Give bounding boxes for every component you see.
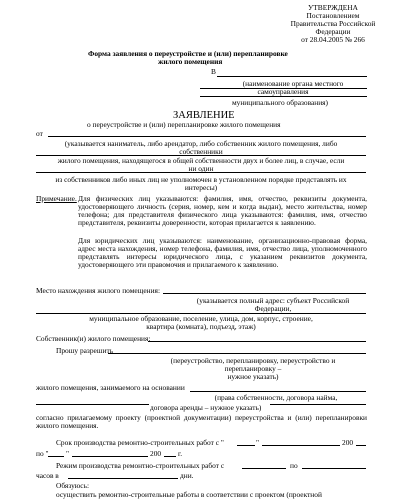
ask-line [108, 353, 366, 354]
to-label: В [211, 67, 216, 76]
term-year-line [356, 445, 366, 446]
work-hint: (переустройство, перепланировку, переустройство и [170, 356, 336, 365]
from-label: от [36, 129, 43, 138]
term-month-line [72, 456, 148, 457]
right-hint: (права собственности, договора найма, [214, 393, 338, 402]
note-label: Примечание. [36, 194, 77, 203]
work-hint: нужное указать) [227, 372, 279, 381]
occupied-line [190, 391, 366, 392]
mode-label: Режим производства ремонтно-строительных работ с [56, 461, 225, 470]
term-label: Срок производства ремонтно-строительных работ с " [56, 438, 224, 447]
applicant-hint: интересы) [184, 183, 218, 192]
location-line [163, 293, 366, 294]
statement-heading: ЗАЯВЛЕНИЕ [173, 110, 235, 121]
term-year-suffix: г. [178, 449, 183, 458]
address-hint: муниципальное образование, поселение, улица, дом, корпус, строение, [89, 314, 313, 323]
ask-label: Прошу разрешить [56, 346, 114, 355]
approval-block [268, 4, 398, 44]
term-year: 200 [150, 449, 162, 458]
approval-line: Правительства Российской [290, 19, 376, 28]
applicant-line [36, 172, 366, 173]
occupied-label: жилого помещения, занимаемого на основании [36, 383, 185, 392]
note-paragraph: Для юридических лиц указываются: наименование, организационно-правовая форма, адрес места нахождения, номер телефона, фамилия, имя, отчество лица, уполномоченного представлять интересы юридического лица, с указанием реквизитов документа, удостоверяющего эти правомочия и прилагаемого к заявлению. [78, 236, 367, 269]
term-year-line [164, 456, 176, 457]
term-po: по " [36, 449, 49, 458]
address-hint: Федерации, [254, 304, 292, 313]
mode-to-line [302, 468, 366, 469]
approval-title: УТВЕРЖДЕНА [308, 3, 358, 12]
organ-line [217, 76, 367, 77]
applicant-hint: ни один [188, 164, 214, 173]
owners-line [148, 341, 366, 342]
address-hint: квартира (комната), подъезд, этаж) [146, 322, 256, 331]
mode-po: по [290, 461, 298, 470]
term-month-line [262, 445, 340, 446]
applicant-line [48, 136, 366, 137]
organ-hint: (наименование органа местного [242, 79, 344, 88]
applicant-hint: жилого помещения, находящегося в общей собственности двух и более лиц, в случае, если [57, 156, 345, 165]
mode-from-line [242, 468, 286, 469]
term-quote: " [256, 438, 260, 447]
term-quote: " [66, 449, 70, 458]
organ-line [200, 96, 367, 97]
term-day-line [237, 445, 255, 446]
occupied-line [36, 404, 149, 405]
approval-line: от 28.04.2005 № 266 [301, 35, 365, 44]
days-line [68, 478, 178, 479]
approval-line: Федерации [315, 27, 351, 36]
location-label: Место нахождения жилого помещения: [36, 286, 160, 295]
note-paragraph: Для физических лиц указываются: фамилия, имя, отчество, реквизиты документа, удостоверяющего личность (серия, номер, кем и когда выдан), место жительства, номер телефона; для представителя физического лица указываются: фамилия, имя, отчество представителя, реквизиты доверенности, которая прилагается к заявлению. [78, 194, 367, 227]
organ-hint: самоуправления [257, 87, 309, 96]
applicant-hint: собственники [179, 147, 223, 156]
address-hint: (указывается полный адрес: субъект Российской [196, 296, 350, 305]
work-hint: перепланировку – [224, 364, 282, 373]
occupied-line [270, 404, 366, 405]
term-day-line [48, 456, 64, 457]
oblig-label: Обязуюсь: [56, 481, 89, 490]
organ-hint: муниципального образования) [231, 98, 329, 107]
approval-line: Постановлением [306, 11, 360, 20]
applicant-hint: (указывается наниматель, либо арендатор, либо собственник жилого помещения, либо [64, 139, 338, 148]
hours-label: часов в [36, 471, 59, 480]
applicant-hint: из собственников либо иных лиц не уполномочен в установленном порядке представлять их [55, 175, 347, 184]
form-title-cont: жилого помещения [158, 57, 223, 66]
days-label: дни. [180, 471, 194, 480]
term-year: 200 [342, 438, 354, 447]
owners-label: Собственник(и) жилого помещения: [36, 334, 151, 343]
oblig-text: осуществить ремонтно-строительные работы в соответствии с проектом (проектной [56, 490, 322, 499]
form-title: Форма заявления о переустройстве и (или) перепланировке [88, 49, 288, 58]
right-hint: договора аренды – нужное указать) [150, 403, 262, 412]
statement-subheading: о переустройстве и (или) перепланировке жилого помещения [87, 120, 281, 129]
project-paragraph: согласно прилагаемому проекту (проектной документации) переустройства и (или) перепланировки жилого помещения. [36, 413, 367, 430]
